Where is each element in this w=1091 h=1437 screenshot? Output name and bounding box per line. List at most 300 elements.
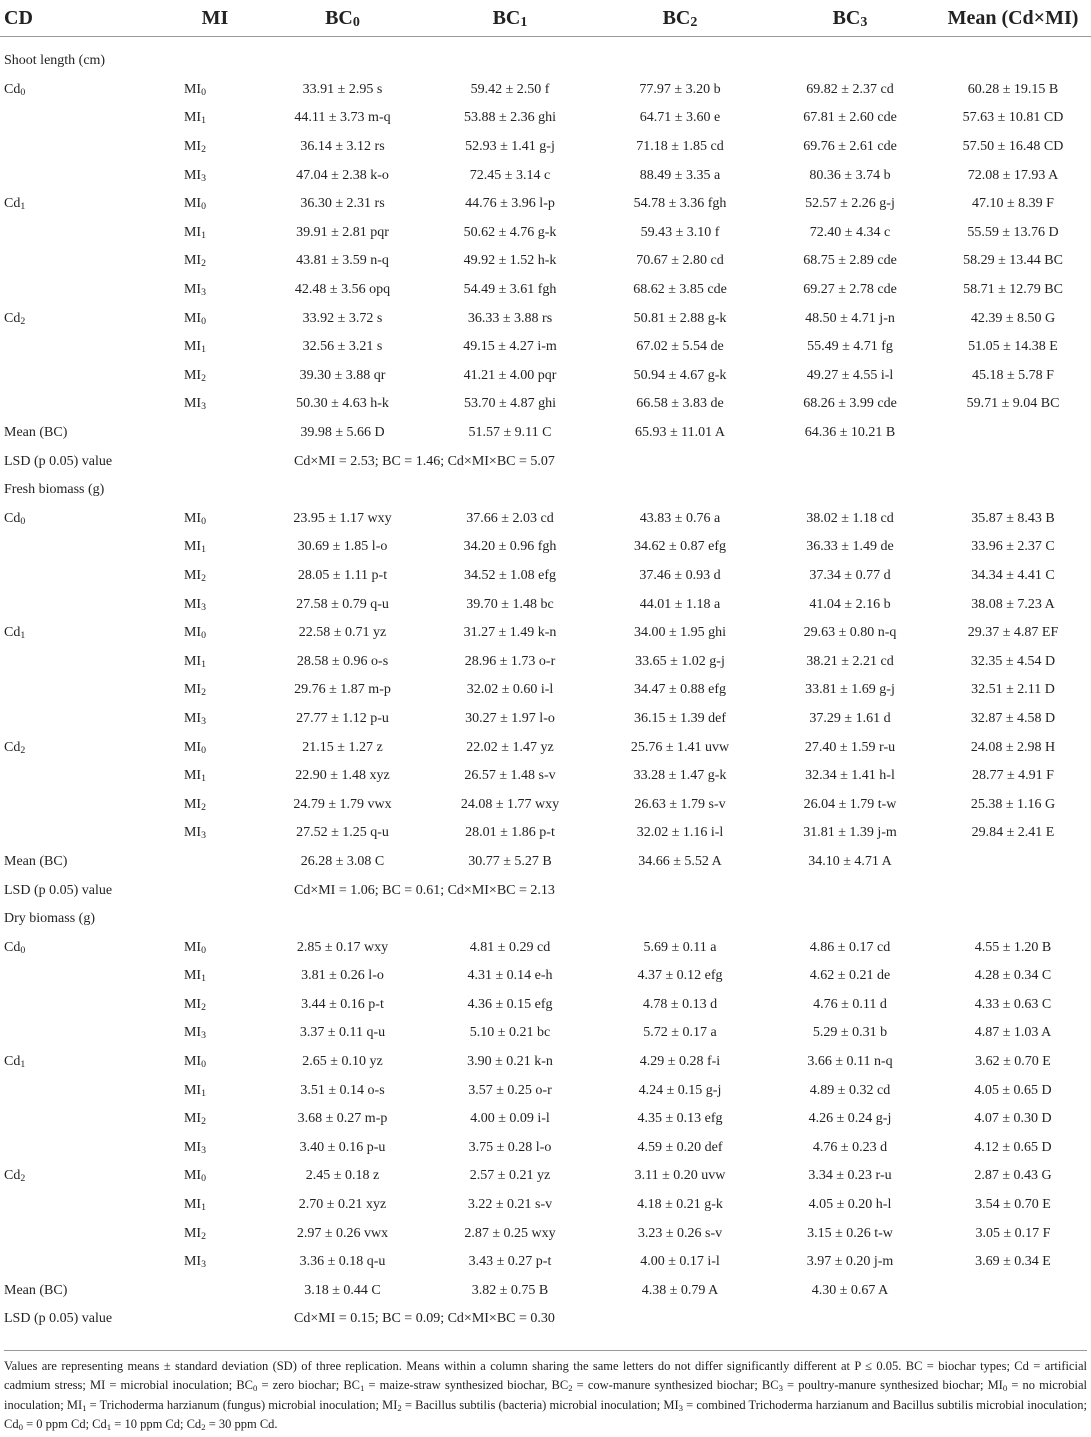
cell-bc1: 53.70 ± 4.87 ghi <box>463 396 557 412</box>
mi-level <box>170 247 260 276</box>
mi-level-subscript: 3 <box>201 715 207 727</box>
mi-level-text: MI <box>183 1025 202 1041</box>
cell-bc2: 26.63 ± 1.79 s-v <box>634 796 726 812</box>
section-title: Shoot length (cm) <box>4 53 106 69</box>
mi-level-subscript: 0 <box>201 1173 207 1185</box>
cell-bc3: 4.05 ± 0.20 h-l <box>808 1197 892 1213</box>
cell-bc1: 5.10 ± 0.21 bc <box>469 1025 551 1041</box>
mi-level-subscript: 0 <box>201 201 207 213</box>
cell-bc0: 33.91 ± 2.95 s <box>302 81 383 97</box>
table-row <box>0 1048 1091 1077</box>
cell-bc2: 34.47 ± 0.88 efg <box>633 682 727 698</box>
cell-mean: 57.50 ± 16.48 CD <box>962 139 1064 155</box>
cell-bc1: 34.52 ± 1.08 efg <box>463 567 557 583</box>
footnote-text: = no microbial inoculation; MI <box>4 1378 1088 1412</box>
mi-level-text: MI <box>183 539 202 555</box>
mi-level <box>170 991 260 1020</box>
cell-bc3: 55.49 ± 4.71 fg <box>807 339 893 355</box>
footnote-text: = 30 ppm Cd. <box>205 1417 278 1432</box>
cell-bc0: 3.68 ± 0.27 m-p <box>297 1111 388 1127</box>
cell-bc3: 38.02 ± 1.18 cd <box>806 510 894 526</box>
cd-level <box>0 505 170 534</box>
mi-level-subscript: 2 <box>201 1230 207 1242</box>
mi-level <box>170 619 260 648</box>
mi-level <box>170 790 260 819</box>
mi-level-text: MI <box>183 625 202 641</box>
mean-bc-value: 34.66 ± 5.52 A <box>638 853 722 869</box>
mi-level-text: MI <box>183 1168 202 1184</box>
cell-bc0: 39.30 ± 3.88 qr <box>299 367 386 383</box>
cell-bc3: 67.81 ± 2.60 cde <box>803 110 897 126</box>
cell-bc3: 31.81 ± 1.39 j-m <box>803 825 897 841</box>
table-row <box>0 619 1091 648</box>
cell-bc2: 4.18 ± 0.21 g-k <box>637 1197 723 1213</box>
cell-bc2: 50.94 ± 4.67 g-k <box>633 367 727 383</box>
mi-level <box>170 161 260 190</box>
cd-level-subscript: 0 <box>20 86 26 98</box>
cell-bc2: 54.78 ± 3.36 fgh <box>633 196 727 212</box>
cd-level <box>0 76 170 105</box>
footnote-subscript: 1 <box>360 1383 365 1394</box>
mi-level-subscript: 0 <box>201 315 207 327</box>
cd-level-text: Cd <box>4 310 21 326</box>
cell-bc3: 37.34 ± 0.77 d <box>809 567 891 583</box>
cd-level-text: Cd <box>4 196 21 212</box>
cd-level-empty <box>0 676 170 705</box>
mean-bc-value: 26.28 ± 3.08 C <box>300 853 385 869</box>
cd-level-empty <box>0 333 170 362</box>
table-row <box>0 1076 1091 1105</box>
table-row <box>0 104 1091 133</box>
cell-bc2: 50.81 ± 2.88 g-k <box>633 310 727 326</box>
mi-level-subscript: 2 <box>201 1116 207 1128</box>
cell-bc2: 36.15 ± 1.39 def <box>633 710 727 726</box>
cell-bc1: 3.22 ± 0.21 s-v <box>467 1197 553 1213</box>
cell-mean: 4.28 ± 0.34 C <box>974 968 1052 984</box>
mi-level <box>170 1134 260 1163</box>
cell-bc0: 2.45 ± 0.18 z <box>305 1168 380 1184</box>
section-title: Fresh biomass (g) <box>4 482 105 498</box>
cell-bc1: 32.02 ± 0.60 i-l <box>466 682 554 698</box>
cell-bc2: 32.02 ± 1.16 i-l <box>636 825 724 841</box>
cell-mean: 28.77 ± 4.91 F <box>972 768 1054 784</box>
mi-level-text: MI <box>183 596 202 612</box>
mean-bc-value: 65.93 ± 11.01 A <box>634 425 725 441</box>
cell-bc1: 50.62 ± 4.76 g-k <box>463 224 557 240</box>
mi-level <box>170 1105 260 1134</box>
cell-bc2: 3.11 ± 0.20 uvw <box>634 1168 726 1184</box>
table-row <box>0 676 1091 705</box>
mi-level <box>170 76 260 105</box>
cell-bc3: 68.26 ± 3.99 cde <box>803 396 897 412</box>
cell-bc1: 3.90 ± 0.21 k-n <box>467 1054 553 1070</box>
mi-level-subscript: 3 <box>201 601 207 613</box>
cell-bc1: 28.96 ± 1.73 o-r <box>464 653 556 669</box>
cell-bc1: 49.15 ± 4.27 i-m <box>463 339 557 355</box>
mi-level-subscript: 1 <box>201 773 207 785</box>
table-row <box>0 991 1091 1020</box>
cell-mean: 58.71 ± 12.79 BC <box>963 282 1063 298</box>
cell-bc0: 27.77 ± 1.12 p-u <box>296 710 389 726</box>
cd-level-empty <box>0 762 170 791</box>
mi-level-text: MI <box>183 996 202 1012</box>
cd-level-subscript: 1 <box>20 630 26 642</box>
cell-mean: 60.28 ± 19.15 B <box>967 81 1059 97</box>
cd-level-empty <box>0 533 170 562</box>
mi-level-subscript: 0 <box>201 630 207 642</box>
cd-level-empty <box>0 1248 170 1277</box>
mi-level-text: MI <box>183 825 202 841</box>
footnote-text: Values are representing means ± standard deviation (SD) of three replication. Means within a column sharing the same letters do not differ significantly different at P ≤ 0.05. BC = biochar types; Cd = artificial cadmium stress; MI = microbial inoculation; BC <box>4 1359 1087 1393</box>
table-row <box>0 390 1091 419</box>
mi-level-subscript: 3 <box>201 401 207 413</box>
lsd-row <box>0 447 1091 476</box>
cell-bc3: 4.62 ± 0.21 de <box>809 968 891 984</box>
footnote-text: = combined Trichoderma harzianum and Bacillus subtilis microbial inoculation; Cd <box>4 1397 1087 1432</box>
mi-level <box>170 304 260 333</box>
cell-bc3: 27.40 ± 1.59 r-u <box>804 739 896 755</box>
mean-bc-empty <box>935 848 1091 877</box>
mi-level-text: MI <box>183 567 202 583</box>
header-bc0: $BC_0$ <box>325 6 360 30</box>
section-title-row <box>0 37 1091 76</box>
mi-level <box>170 1162 260 1191</box>
cell-bc0: 2.65 ± 0.10 yz <box>302 1054 383 1070</box>
mi-level-text: MI <box>183 196 202 212</box>
cell-bc2: 4.29 ± 0.28 f-i <box>639 1054 721 1070</box>
mean-bc-value: 3.82 ± 0.75 B <box>471 1282 549 1298</box>
mean-bc-empty <box>935 419 1091 448</box>
mi-level-subscript: 0 <box>201 744 207 756</box>
cd-level-subscript: 1 <box>20 201 26 213</box>
cd-level-text: Cd <box>4 939 21 955</box>
cell-bc1: 30.27 ± 1.97 l-o <box>465 710 555 726</box>
table-row <box>0 1248 1091 1277</box>
mean-bc-row <box>0 848 1091 877</box>
mi-level-text: MI <box>183 768 202 784</box>
section-title: Dry biomass (g) <box>4 911 95 927</box>
cell-bc0: 28.05 ± 1.11 p-t <box>297 567 388 583</box>
mi-level-subscript: 0 <box>201 944 207 956</box>
cell-bc0: 43.81 ± 3.59 n-q <box>296 253 389 269</box>
mi-level-text: MI <box>183 682 202 698</box>
mi-level-text: MI <box>183 396 202 412</box>
mi-level <box>170 333 260 362</box>
mi-level-subscript: 0 <box>201 86 207 98</box>
cd-level-subscript: 0 <box>20 944 26 956</box>
mi-level-subscript: 2 <box>201 687 207 699</box>
cell-bc2: 5.69 ± 0.11 a <box>643 939 717 955</box>
cell-mean: 4.05 ± 0.65 D <box>974 1082 1052 1098</box>
cell-bc3: 69.82 ± 2.37 cd <box>806 81 894 97</box>
cell-bc1: 4.81 ± 0.29 cd <box>469 939 551 955</box>
cd-level-empty <box>0 1191 170 1220</box>
table-row <box>0 762 1091 791</box>
cell-bc3: 3.34 ± 0.23 r-u <box>808 1168 892 1184</box>
mean-bc-label: Mean (BC) <box>4 853 68 869</box>
mean-bc-value: 4.30 ± 0.67 A <box>811 1282 889 1298</box>
cell-bc2: 4.24 ± 0.15 g-j <box>638 1082 722 1098</box>
cell-mean: 47.10 ± 8.39 F <box>972 196 1054 212</box>
cell-bc3: 41.04 ± 2.16 b <box>809 596 891 612</box>
cd-level <box>0 1048 170 1077</box>
mi-level-text: MI <box>183 339 202 355</box>
cd-level <box>0 304 170 333</box>
cd-level-empty <box>0 1134 170 1163</box>
cell-bc0: 3.81 ± 0.26 l-o <box>301 968 384 984</box>
lsd-label: LSD (p 0.05) value <box>4 882 113 898</box>
cell-mean: 4.07 ± 0.30 D <box>974 1111 1052 1127</box>
cell-bc2: 3.23 ± 0.26 s-v <box>637 1225 723 1241</box>
mi-level-subscript: 3 <box>201 172 207 184</box>
mi-level <box>170 933 260 962</box>
cell-bc0: 30.69 ± 1.85 l-o <box>297 539 388 555</box>
lsd-row <box>0 876 1091 905</box>
cell-bc0: 27.58 ± 0.79 q-u <box>296 596 389 612</box>
footnote-subscript: 1 <box>82 1402 87 1413</box>
cell-bc3: 4.89 ± 0.32 cd <box>809 1082 891 1098</box>
cell-bc1: 41.21 ± 4.00 pqr <box>463 367 557 383</box>
cell-bc2: 33.28 ± 1.47 g-k <box>633 768 727 784</box>
cell-mean: 35.87 ± 8.43 B <box>971 510 1055 526</box>
cell-bc2: 66.58 ± 3.83 de <box>636 396 724 412</box>
cd-level <box>0 1162 170 1191</box>
cell-bc1: 2.57 ± 0.21 yz <box>469 1168 551 1184</box>
cell-bc1: 4.00 ± 0.09 i-l <box>470 1111 550 1127</box>
cell-bc3: 33.81 ± 1.69 g-j <box>805 682 895 698</box>
cell-bc3: 26.04 ± 1.79 t-w <box>803 796 897 812</box>
cell-bc3: 69.27 ± 2.78 cde <box>803 282 897 298</box>
cell-mean: 25.38 ± 1.16 G <box>970 796 1056 812</box>
mi-level-subscript: 1 <box>201 115 207 127</box>
cell-bc2: 68.62 ± 3.85 cde <box>633 282 727 298</box>
mi-level-text: MI <box>183 1225 202 1241</box>
cell-mean: 4.12 ± 0.65 D <box>974 1139 1052 1155</box>
mi-level-subscript: 2 <box>201 258 207 270</box>
cell-mean: 51.05 ± 14.38 E <box>968 339 1058 355</box>
section-title-row <box>0 905 1091 934</box>
cell-bc3: 52.57 ± 2.26 g-j <box>805 196 895 212</box>
cell-bc2: 37.46 ± 0.93 d <box>639 567 721 583</box>
cd-level <box>0 733 170 762</box>
table-row <box>0 1105 1091 1134</box>
cell-bc0: 32.56 ± 3.21 s <box>302 339 383 355</box>
mean-bc-value: 34.10 ± 4.71 A <box>808 853 892 869</box>
cell-bc3: 36.33 ± 1.49 de <box>806 539 894 555</box>
mi-level <box>170 190 260 219</box>
cell-bc0: 47.04 ± 2.38 k-o <box>296 167 389 183</box>
cell-bc2: 34.00 ± 1.95 ghi <box>633 625 727 641</box>
mi-level-text: MI <box>183 1139 202 1155</box>
cell-bc1: 3.43 ± 0.27 p-t <box>468 1254 552 1270</box>
cell-bc1: 2.87 ± 0.25 wxy <box>464 1225 556 1241</box>
cell-bc0: 50.30 ± 4.63 h-k <box>296 396 389 412</box>
cell-mean: 3.69 ± 0.34 E <box>975 1254 1051 1270</box>
mi-level-text: MI <box>183 710 202 726</box>
footnote-subscript: 0 <box>253 1383 258 1394</box>
cell-mean: 29.84 ± 2.41 E <box>971 825 1055 841</box>
cell-mean: 4.33 ± 0.63 C <box>974 996 1052 1012</box>
table-footnote <box>4 1350 1087 1435</box>
mean-bc-value: 30.77 ± 5.27 B <box>468 853 552 869</box>
cell-bc2: 43.83 ± 0.76 a <box>639 510 721 526</box>
cell-bc2: 59.43 ± 3.10 f <box>640 224 720 240</box>
cell-bc1: 26.57 ± 1.48 s-v <box>464 768 556 784</box>
mi-level-subscript: 0 <box>201 515 207 527</box>
table-row <box>0 1219 1091 1248</box>
cell-bc3: 69.76 ± 2.61 cde <box>803 139 897 155</box>
mi-level-text: MI <box>183 796 202 812</box>
mi-level-subscript: 0 <box>201 1059 207 1071</box>
cell-bc2: 33.65 ± 1.02 g-j <box>635 653 725 669</box>
mi-level <box>170 819 260 848</box>
table-row <box>0 161 1091 190</box>
mi-level-text: MI <box>183 653 202 669</box>
mi-level <box>170 590 260 619</box>
cell-bc3: 38.21 ± 2.21 cd <box>806 653 894 669</box>
cell-bc0: 22.90 ± 1.48 xyz <box>295 768 390 784</box>
table-row <box>0 247 1091 276</box>
lsd-value: Cd×MI = 1.06; BC = 0.61; Cd×MI×BC = 2.13 <box>294 882 555 898</box>
mi-level <box>170 733 260 762</box>
cell-mean: 32.87 ± 4.58 D <box>970 710 1056 726</box>
cell-bc0: 3.40 ± 0.16 p-u <box>299 1139 386 1155</box>
mean-bc-row <box>0 1277 1091 1306</box>
cell-bc0: 23.95 ± 1.17 wxy <box>293 510 392 526</box>
cell-mean: 3.62 ± 0.70 E <box>975 1054 1051 1070</box>
mi-level-subscript: 1 <box>201 544 207 556</box>
cd-level-empty <box>0 790 170 819</box>
cell-bc3: 3.15 ± 0.26 t-w <box>807 1225 893 1241</box>
table-row <box>0 219 1091 248</box>
cd-level-empty <box>0 590 170 619</box>
cell-bc1: 34.20 ± 0.96 fgh <box>463 539 557 555</box>
cd-level-subscript: 1 <box>20 1059 26 1071</box>
cell-bc1: 3.57 ± 0.25 o-r <box>468 1082 552 1098</box>
cell-bc2: 34.62 ± 0.87 efg <box>633 539 727 555</box>
mi-level <box>170 762 260 791</box>
cell-bc1: 3.75 ± 0.28 l-o <box>468 1139 552 1155</box>
cell-bc1: 4.31 ± 0.14 e-h <box>467 968 553 984</box>
footnote-subscript: 2 <box>397 1402 402 1413</box>
cell-bc0: 36.30 ± 2.31 rs <box>300 196 385 212</box>
cd-level-text: Cd <box>4 625 21 641</box>
cd-level-empty <box>0 104 170 133</box>
footnote-subscript: 3 <box>778 1383 783 1394</box>
cell-mean: 57.63 ± 10.81 CD <box>962 110 1064 126</box>
mi-level-subscript: 3 <box>201 830 207 842</box>
table-row <box>0 76 1091 105</box>
cell-bc1: 54.49 ± 3.61 fgh <box>463 282 557 298</box>
cd-level-empty <box>0 390 170 419</box>
table-row <box>0 276 1091 305</box>
mean-bc-row <box>0 419 1091 448</box>
mi-level-text: MI <box>183 224 202 240</box>
footnote-text: = 0 ppm Cd; Cd <box>22 1417 107 1432</box>
mi-level-text: MI <box>183 81 202 97</box>
lsd-value: Cd×MI = 2.53; BC = 1.46; Cd×MI×BC = 5.07 <box>294 453 555 469</box>
table-body <box>0 37 1091 1334</box>
footnote-subscript: 2 <box>568 1383 573 1394</box>
cell-bc1: 28.01 ± 1.86 p-t <box>465 825 555 841</box>
cell-bc0: 42.48 ± 3.56 opq <box>294 282 391 298</box>
cell-bc3: 29.63 ± 0.80 n-q <box>803 625 897 641</box>
mi-level-text: MI <box>183 253 202 269</box>
footnote-text: = cow-manure synthesized biochar; BC <box>572 1378 779 1393</box>
cell-mean: 55.59 ± 13.76 D <box>967 224 1059 240</box>
cell-bc3: 5.29 ± 0.31 b <box>812 1025 888 1041</box>
mi-level-subscript: 3 <box>201 287 207 299</box>
cd-level-empty <box>0 362 170 391</box>
cd-level-empty <box>0 705 170 734</box>
cell-mean: 24.08 ± 2.98 H <box>970 739 1056 755</box>
cell-bc2: 71.18 ± 1.85 cd <box>636 139 724 155</box>
mi-level-text: MI <box>183 968 202 984</box>
lsd-value: Cd×MI = 0.15; BC = 0.09; Cd×MI×BC = 0.30 <box>294 1311 555 1327</box>
cell-mean: 45.18 ± 5.78 F <box>972 367 1054 383</box>
cd-level-text: Cd <box>4 1168 21 1184</box>
cell-bc0: 3.44 ± 0.16 p-t <box>301 996 384 1012</box>
mi-level-subscript: 2 <box>201 372 207 384</box>
mi-level-text: MI <box>183 367 202 383</box>
cell-bc0: 2.85 ± 0.17 wxy <box>296 939 389 955</box>
mi-level-text: MI <box>183 1054 202 1070</box>
cell-bc3: 3.66 ± 0.11 n-q <box>807 1054 893 1070</box>
footnote-subscript: 0 <box>18 1422 23 1433</box>
table-row <box>0 962 1091 991</box>
cell-bc2: 44.01 ± 1.18 a <box>639 596 721 612</box>
cell-bc2: 4.78 ± 0.13 d <box>642 996 718 1012</box>
table-row <box>0 590 1091 619</box>
cell-bc0: 2.70 ± 0.21 xyz <box>298 1197 387 1213</box>
mean-bc-value: 3.18 ± 0.44 C <box>304 1282 381 1298</box>
mi-level <box>170 505 260 534</box>
mi-level <box>170 276 260 305</box>
mi-level-subscript: 1 <box>201 1087 207 1099</box>
cell-mean: 32.35 ± 4.54 D <box>970 653 1056 669</box>
header-cd: CD <box>4 6 33 29</box>
mi-level-subscript: 3 <box>201 1259 207 1271</box>
mi-level <box>170 1191 260 1220</box>
cell-bc0: 2.97 ± 0.26 vwx <box>296 1225 389 1241</box>
mi-level-subscript: 2 <box>201 801 207 813</box>
footnote-text: = zero biochar; BC <box>257 1378 361 1393</box>
mi-level <box>170 104 260 133</box>
table-row <box>0 647 1091 676</box>
mi-level-text: MI <box>183 110 202 126</box>
table-row <box>0 190 1091 219</box>
mi-level-text: MI <box>183 939 202 955</box>
cell-bc2: 77.97 ± 3.20 b <box>639 81 721 97</box>
cd-level-empty <box>0 161 170 190</box>
mean-bc-value: 4.38 ± 0.79 A <box>641 1282 719 1298</box>
cell-bc0: 3.51 ± 0.14 o-s <box>300 1082 385 1098</box>
table-row <box>0 790 1091 819</box>
cell-bc0: 44.11 ± 3.73 m-q <box>294 110 391 126</box>
cell-bc2: 4.00 ± 0.17 i-l <box>640 1254 720 1270</box>
cell-bc3: 3.97 ± 0.20 j-m <box>806 1254 894 1270</box>
mi-level-subscript: 2 <box>201 1001 207 1013</box>
footnote-text: = Bacillus subtilis (bacteria) microbial inoculation; MI <box>401 1397 679 1412</box>
footnote-subscript: 3 <box>678 1402 684 1413</box>
footnote-subscript: 0 <box>1002 1383 1008 1394</box>
cell-bc0: 3.37 ± 0.11 q-u <box>299 1025 386 1041</box>
lsd-row <box>0 1305 1091 1334</box>
header-mean: Mean (Cd×MI) <box>947 6 1079 29</box>
cd-level-empty <box>0 1219 170 1248</box>
footnote-text: = 10 ppm Cd; Cd <box>111 1417 202 1432</box>
cell-bc2: 64.71 ± 3.60 e <box>639 110 721 126</box>
